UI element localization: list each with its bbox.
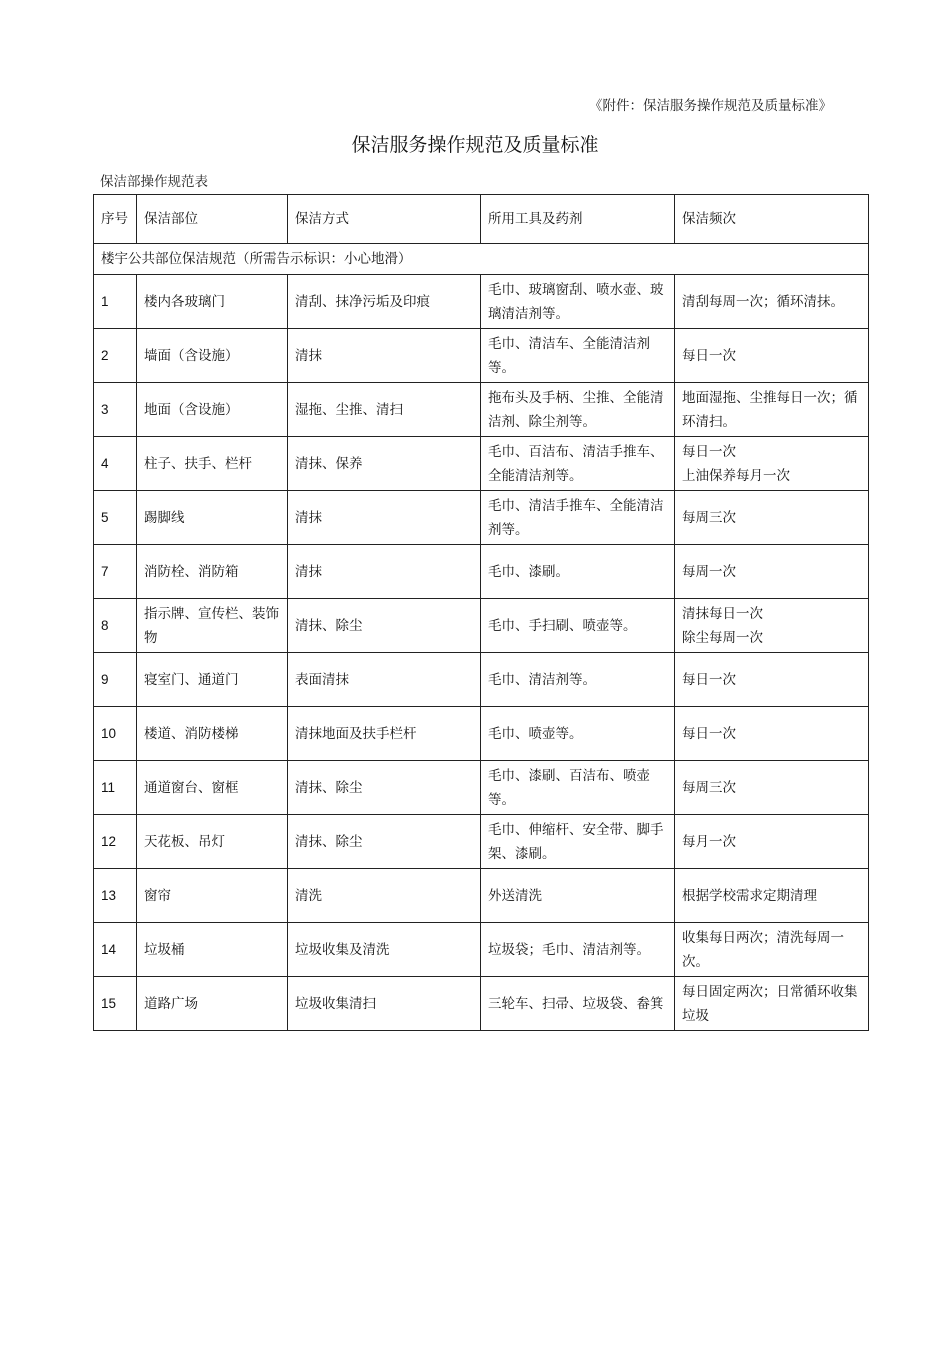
cell-location: 柱子、扶手、栏杆 [137,437,288,491]
cell-frequency: 每周三次 [675,491,869,545]
cell-location: 楼道、消防楼梯 [137,707,288,761]
cell-method: 表面清抹 [288,653,481,707]
attachment-note: 《附件：保洁服务操作规范及质量标准》 [589,98,832,114]
table-row [94,653,869,707]
table-caption: 保洁部操作规范表 [100,174,208,190]
table-row [94,761,869,815]
cell-tools: 毛巾、漆刷。 [481,545,675,599]
table-row [94,491,869,545]
cell-location: 窗帘 [137,869,288,923]
cell-method: 清抹、保养 [288,437,481,491]
table-row [94,923,869,977]
cell-frequency: 清刮每周一次；循环清抹。 [675,275,869,329]
cell-frequency: 每日固定两次；日常循环收集垃圾 [675,977,869,1031]
cell-tools: 毛巾、手扫刷、喷壶等。 [481,599,675,653]
cell-tools: 拖布头及手柄、尘推、全能清洁剂、除尘剂等。 [481,383,675,437]
table-row [94,383,869,437]
cell-method: 清抹、除尘 [288,761,481,815]
cell-frequency: 每日一次 [675,653,869,707]
header-tools: 所用工具及药剂 [481,195,675,244]
cell-frequency: 根据学校需求定期清理 [675,869,869,923]
cell-tools: 毛巾、喷壶等。 [481,707,675,761]
cell-location: 地面（含设施） [137,383,288,437]
cell-frequency: 清抹每日一次 除尘每周一次 [675,599,869,653]
header-frequency: 保洁频次 [675,195,869,244]
cell-method: 垃圾收集及清洗 [288,923,481,977]
cell-no: 11 [94,761,137,815]
cell-no: 8 [94,599,137,653]
cell-tools: 三轮车、扫帚、垃圾袋、畚箕 [481,977,675,1031]
cell-no: 9 [94,653,137,707]
table-row [94,545,869,599]
cell-frequency: 每日一次 上油保养每月一次 [675,437,869,491]
cell-frequency: 每周一次 [675,545,869,599]
cell-frequency: 地面湿拖、尘推每日一次；循环清扫。 [675,383,869,437]
table-row [94,275,869,329]
cell-no: 14 [94,923,137,977]
cell-tools: 毛巾、漆刷、百洁布、喷壶等。 [481,761,675,815]
cell-frequency: 每日一次 [675,329,869,383]
cell-tools: 毛巾、清洁剂等。 [481,653,675,707]
cell-no: 10 [94,707,137,761]
cell-tools: 毛巾、伸缩杆、安全带、脚手架、漆刷。 [481,815,675,869]
table-row [94,329,869,383]
cell-method: 清刮、抹净污垢及印痕 [288,275,481,329]
table-row [94,815,869,869]
table-row [94,869,869,923]
cell-no: 12 [94,815,137,869]
cell-location: 墙面（含设施） [137,329,288,383]
cell-no: 15 [94,977,137,1031]
table-row [94,437,869,491]
cell-tools: 外送清洗 [481,869,675,923]
cell-location: 天花板、吊灯 [137,815,288,869]
cell-location: 指示牌、宣传栏、装饰物 [137,599,288,653]
cell-location: 寝室门、通道门 [137,653,288,707]
cell-location: 道路广场 [137,977,288,1031]
cell-location: 垃圾桶 [137,923,288,977]
cell-frequency: 每周三次 [675,761,869,815]
cell-tools: 毛巾、百洁布、清洁手推车、全能清洁剂等。 [481,437,675,491]
document-title: 保洁服务操作规范及质量标准 [351,134,599,156]
cell-method: 清抹 [288,545,481,599]
cell-location: 消防栓、消防箱 [137,545,288,599]
cell-location: 通道窗台、窗框 [137,761,288,815]
section-label: 楼宇公共部位保洁规范（所需告示标识：小心地滑） [94,244,869,275]
cell-frequency: 每日一次 [675,707,869,761]
cell-method: 清抹、除尘 [288,599,481,653]
cell-method: 清抹、除尘 [288,815,481,869]
cell-no: 13 [94,869,137,923]
cell-no: 4 [94,437,137,491]
header-no: 序号 [94,195,137,244]
cell-no: 5 [94,491,137,545]
cell-frequency: 收集每日两次；清洗每周一次。 [675,923,869,977]
table-header-row [94,195,869,244]
cell-method: 清抹 [288,329,481,383]
cell-tools: 垃圾袋；毛巾、清洁剂等。 [481,923,675,977]
cell-frequency: 每月一次 [675,815,869,869]
cell-no: 7 [94,545,137,599]
cell-no: 3 [94,383,137,437]
table-row [94,707,869,761]
cell-no: 1 [94,275,137,329]
cell-method: 清洗 [288,869,481,923]
cell-tools: 毛巾、玻璃窗刮、喷水壶、玻璃清洁剂等。 [481,275,675,329]
cell-method: 清抹地面及扶手栏杆 [288,707,481,761]
cell-tools: 毛巾、清洁车、全能清洁剂等。 [481,329,675,383]
section-row [94,244,869,275]
table-row [94,599,869,653]
cell-location: 踢脚线 [137,491,288,545]
cell-location: 楼内各玻璃门 [137,275,288,329]
cell-method: 垃圾收集清扫 [288,977,481,1031]
table-row [94,977,869,1031]
cell-method: 湿拖、尘推、清扫 [288,383,481,437]
cell-method: 清抹 [288,491,481,545]
header-location: 保洁部位 [137,195,288,244]
cell-no: 2 [94,329,137,383]
header-method: 保洁方式 [288,195,481,244]
cell-tools: 毛巾、清洁手推车、全能清洁剂等。 [481,491,675,545]
cleaning-standards-table [93,194,869,1031]
